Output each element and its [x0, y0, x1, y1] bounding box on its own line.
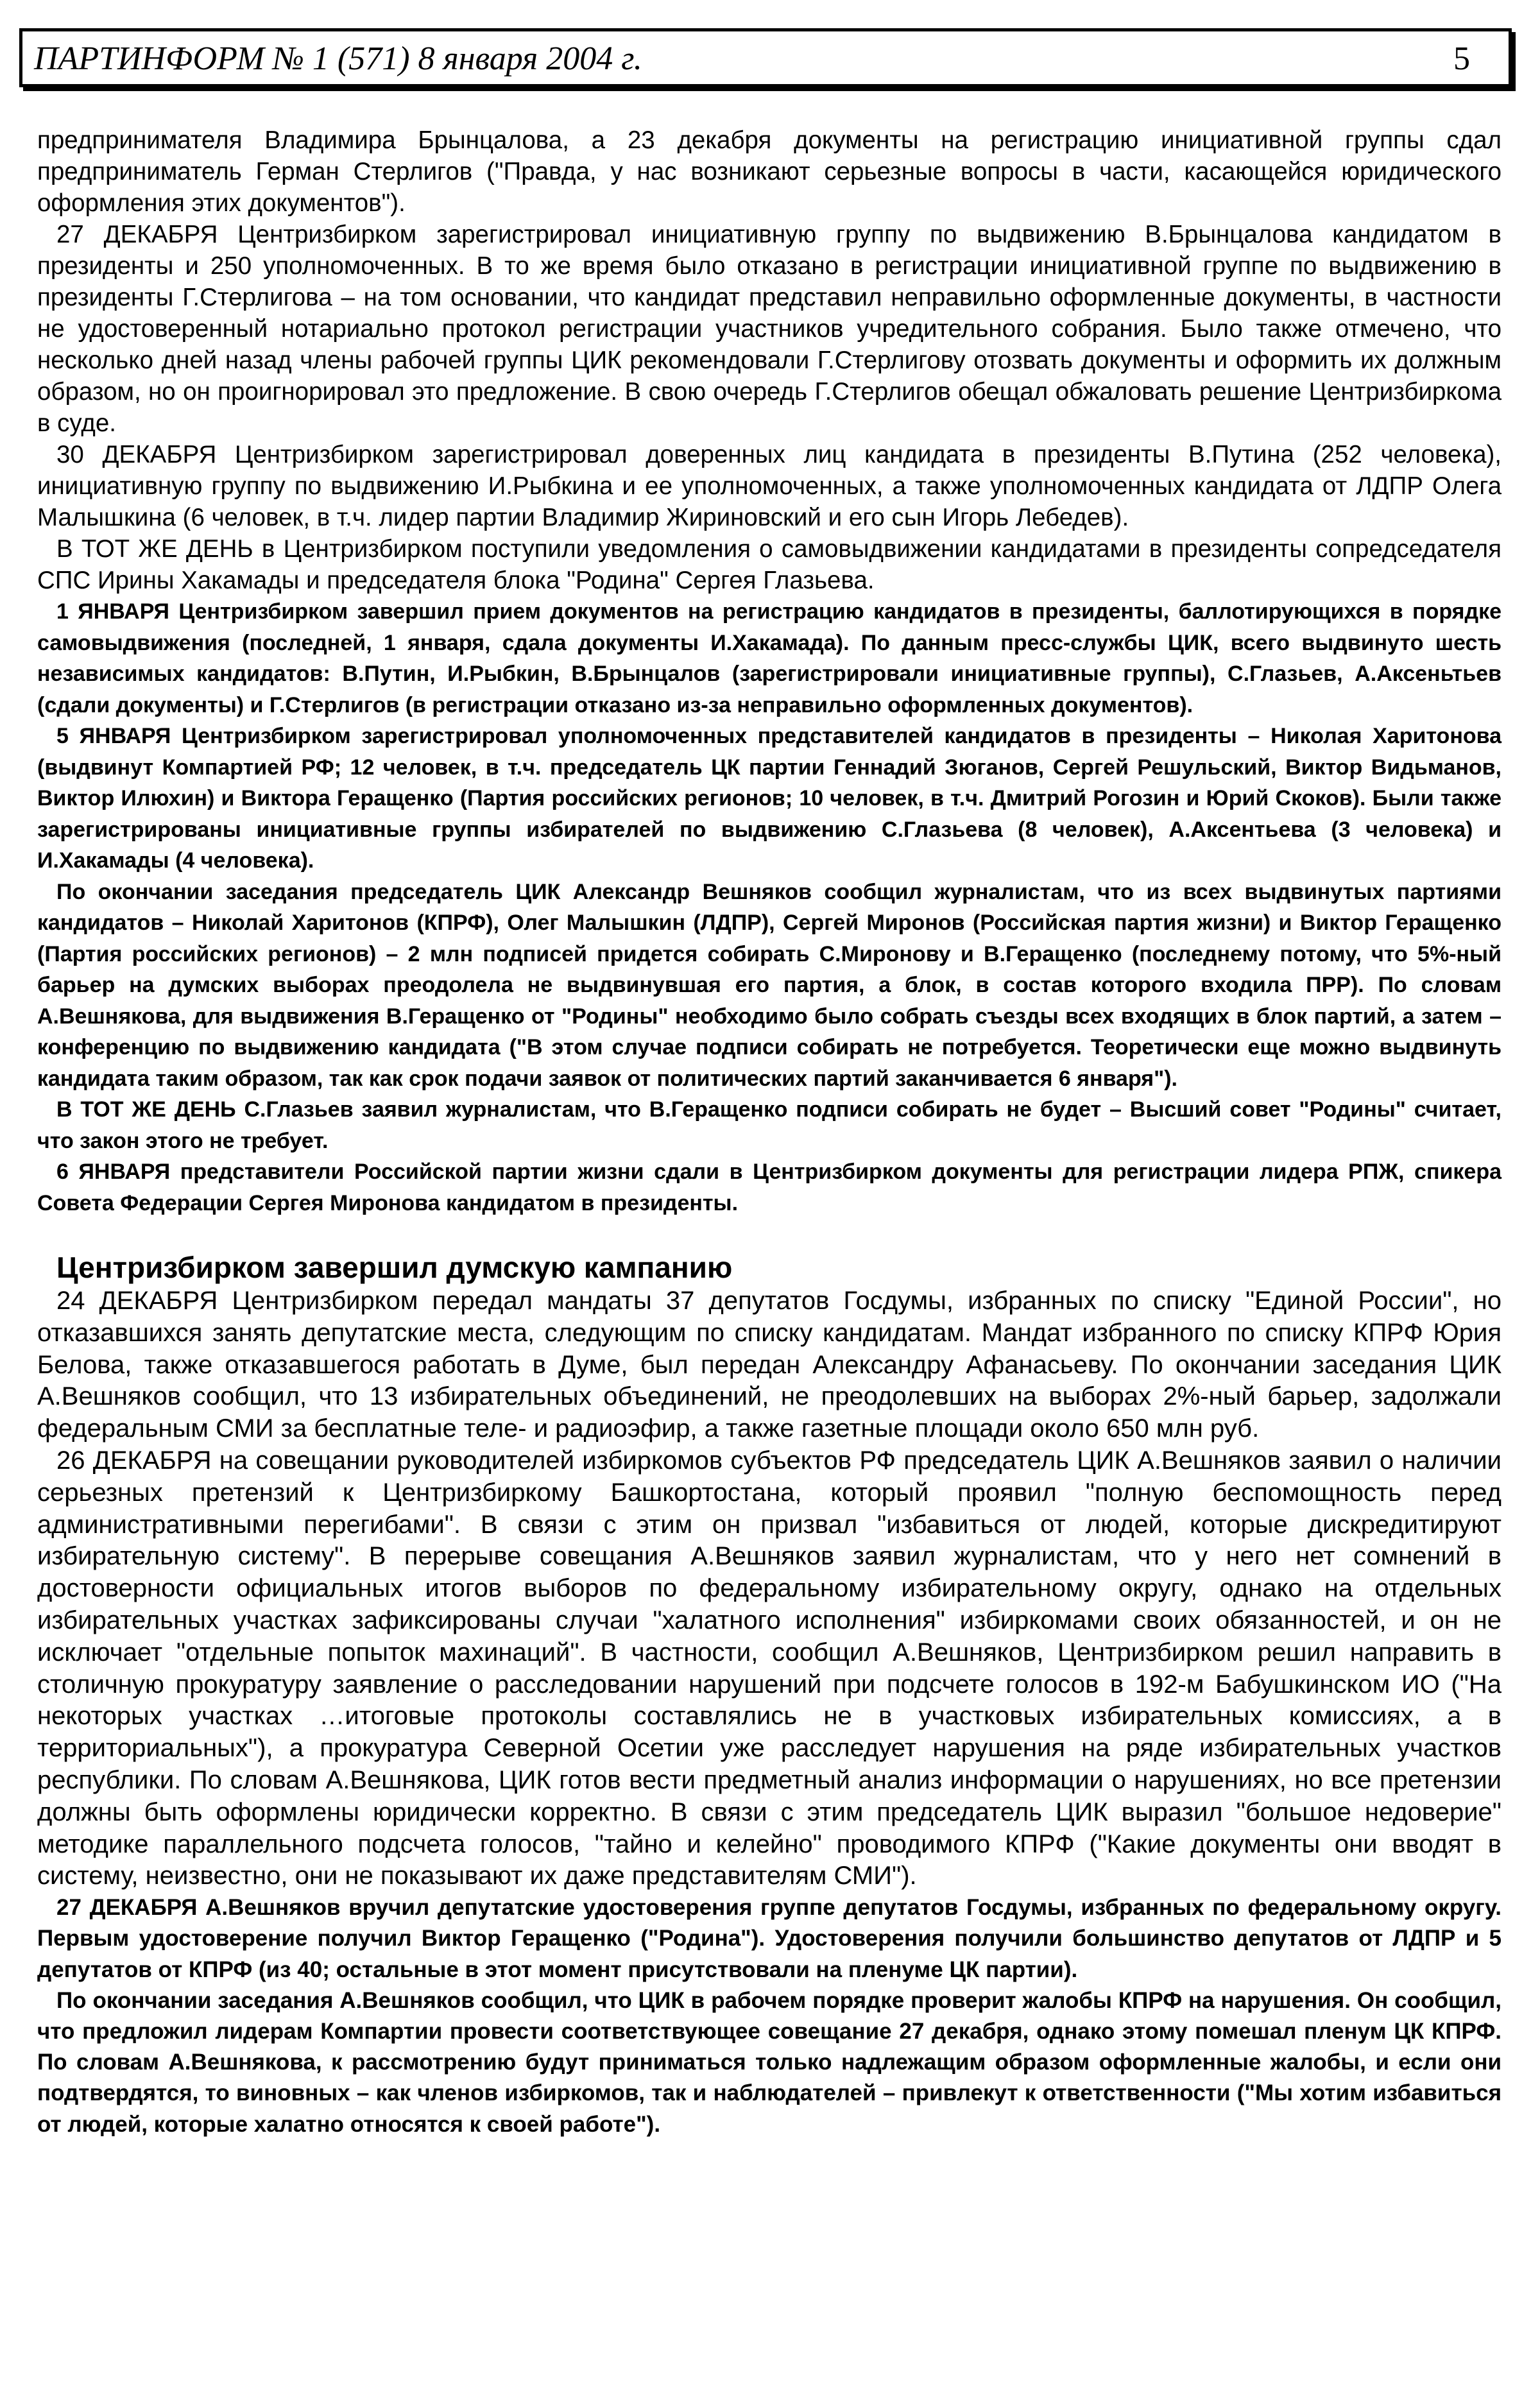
paragraph: В ТОТ ЖЕ ДЕНЬ С.Глазьев заявил журналистам, что В.Геращенко подписи собирать не будет – Высший совет "Родины" считает, что закон этого не требует.: [37, 1097, 1502, 1153]
page-header: [19, 28, 1512, 87]
paragraph: 30 ДЕКАБРЯ Центризбирком зарегистрировал доверенных лиц кандидата в президенты В.Путина (252 человека), инициативную группу по выдвижению И.Рыбкина и ее уполномоченных, а также уполномоченных кандидата от ЛДПР Олега Малышкина (6 человек, в т.ч. лидер партии Владимир Жириновский и его сын Игорь Лебедев).: [37, 441, 1502, 531]
publication-title: ПАРТИНФОРМ № 1 (571) 8 января 2004 г.: [34, 40, 642, 77]
paragraph: 26 ДЕКАБРЯ на совещании руководителей избиркомов субъектов РФ председатель ЦИК А.Вешняков заявил о наличии серьезных претензий к Центризбиркому Башкортостана, который проявил "полную беспомощность перед административными перегибами". В связи с этим он призвал "избавиться от людей, которые дискредитируют избирательную систему". В перерыве совещания А.Вешняков заявил журналистам, что у него нет сомнений в достоверности официальных итогов выборов по федеральному избирательному округу, однако на отдельных избирательных участках зафиксированы случаи "халатного исполнения" избиркомами своих обязанностей, и он не исключает "отдельные попыток махинаций". В частности, сообщил А.Вешняков, Центризбирком решил направить в столичную прокуратуру заявление о расследовании нарушений при подсчете голосов в 192-м Бабушкинском ИО ("На некоторых участках …итоговые протоколы составлялись не в участковых избирательных комиссиях, а в территориальных"), а прокуратура Северной Осетии уже расследует нарушения на ряде избирательных участков республики. По словам А.Вешнякова, ЦИК готов вести предметный анализ информации о нарушениях, но все претензии должны быть оформлены юридически корректно. В связи с этим председатель ЦИК выразил "большое недоверие" методике параллельного подсчета голосов, "тайно и келейно" проводимого КПРФ ("Какие документы они вводят в систему, неизвестно, они не показывают их даже представителям СМИ").: [37, 1446, 1502, 1890]
page-content: [37, 124, 1502, 2140]
article-heading: Центризбирком завершил думскую кампанию: [56, 1251, 733, 1284]
paragraph: 24 ДЕКАБРЯ Центризбирком передал мандаты 37 депутатов Госдумы, избранных по списку "Единой России", но отказавшихся занять депутатские места, следующим по списку кандидатам. Мандат избранного по списку КПРФ Юрия Белова, также отказавшегося работать в Думе, был передан Александру Афанасьеву. По окончании заседания ЦИК А.Вешняков сообщил, что 13 избирательных объединений, не преодолевших на выборах 2%-ный барьер, задолжали федеральным СМИ за бесплатные теле- и радиоэфир, а также газетные площади около 650 млн руб.: [37, 1287, 1502, 1443]
paragraph: По окончании заседания председатель ЦИК Александр Вешняков сообщил журналистам, что из всех выдвинутых партиями кандидатов – Николай Харитонов (КПРФ), Олег Малышкин (ЛДПР), Сергей Миронов (Российская партия жизни) и Виктор Геращенко (Партия российских регионов) – 2 млн подписей придется собирать С.Миронову и В.Геращенко (последнему потому, что 5%-ный барьер на думских выборах преодолела не выдвинувшая его партия, а блок, в состав которого входила ПРР). По словам А.Вешнякова, для выдвижения В.Геращенко от "Родины" необходимо было собрать съезды всех входящих в блок партий, а затем – конференцию по выдвижению кандидата ("В этом случае подписи собирать не потребуется. Теоретически еще можно выдвинуть кандидата таким образом, так как срок подачи заявок от политических партий заканчивается 6 января").: [37, 879, 1502, 1091]
paragraph: По окончании заседания А.Вешняков сообщил, что ЦИК в рабочем порядке проверит жалобы КПРФ на нарушения. Он сообщил, что предложил лидерам Компартии провести соответствующее совещание 27 декабря, однако этому помешал пленум ЦК КПРФ. По словам А.Вешнякова, к рассмотрению будут приниматься только надлежащим образом оформленные жалобы, и если они подтвердятся, то виновных – как членов избиркомов, так и наблюдателей – привлекут к ответственности ("Мы хотим избавиться от людей, которые халатно относятся к своей работе").: [37, 1987, 1502, 2137]
paragraph: 6 ЯНВАРЯ представители Российской партии жизни сдали в Центризбирком документы для регистрации лидера РПЖ, спикера Совета Федерации Сергея Миронова кандидатом в президенты.: [37, 1160, 1502, 1215]
paragraph: В ТОТ ЖЕ ДЕНЬ в Центризбирком поступили уведомления о самовыдвижении кандидатами в президенты сопредседателя СПС Ирины Хакамады и председателя блока "Родина" Сергея Глазьева.: [37, 535, 1502, 594]
page-number: 5: [1453, 40, 1470, 77]
paragraph: предпринимателя Владимира Брынцалова, а 23 декабря документы на регистрацию инициативной группы сдал предприниматель Герман Стерлигов ("Правда, у нас возникают серьезные вопросы в части, касающейся юридического оформления этих документов").: [37, 126, 1502, 217]
article-duma-campaign: [37, 1249, 1502, 2140]
paragraph: 5 ЯНВАРЯ Центризбирком зарегистрировал уполномоченных представителей кандидатов в президенты – Николая Харитонова (выдвинут Компартией РФ; 12 человек, в т.ч. председатель ЦК партии Геннадий Зюганов, Сергей Решульский, Виктор Видьманов, Виктор Илюхин) и Виктора Геращенко (Партия российских регионов; 10 человек, в т.ч. Дмитрий Рогозин и Юрий Скоков). Были также зарегистрированы инициативные группы избирателей по выдвижению С.Глазьева (8 человек), А.Аксентьева (3 человека) и И.Хакамады (4 человека).: [37, 724, 1502, 873]
article-election-news: [37, 124, 1502, 1219]
paragraph: 27 ДЕКАБРЯ А.Вешняков вручил депутатские удостоверения группе депутатов Госдумы, избранных по федеральному округу. Первым удостоверение получил Виктор Геращенко ("Родина"). Удостоверения получили большинство депутатов от ЛДПР и 5 депутатов от КПРФ (из 40; остальные в этот момент присутствовали на пленуме ЦК партии).: [37, 1895, 1502, 1982]
paragraph: 27 ДЕКАБРЯ Центризбирком зарегистрировал инициативную группу по выдвижению В.Брынцалова кандидатом в президенты и 250 уполномоченных. В то же время было отказано в регистрации инициативной группе по выдвижению в президенты Г.Стерлигова – на том основании, что кандидат представил неправильно оформленные документы, в частности не удостоверенный нотариально протокол регистрации участников учредительного собрания. Было также отмечено, что несколько дней назад члены рабочей группы ЦИК рекомендовали Г.Стерлигову отозвать документы и оформить их должным образом, но он проигнорировал это предложение. В свою очередь Г.Стерлигов обещал обжаловать решение Центризбиркома в суде.: [37, 221, 1502, 437]
paragraph: 1 ЯНВАРЯ Центризбирком завершил прием документов на регистрацию кандидатов в президенты, баллотирующихся в порядке самовыдвижения (последней, 1 января, сдала документы И.Хакамада). По данным пресс-службы ЦИК, всего выдвинуто шесть независимых кандидатов: В.Путин, И.Рыбкин, В.Брынцалов (зарегистрировали инициативные группы), С.Глазьев, А.Аксеньтьев (сдали документы) и Г.Стерлигов (в регистрации отказано из-за неправильно оформленных документов).: [37, 599, 1502, 717]
